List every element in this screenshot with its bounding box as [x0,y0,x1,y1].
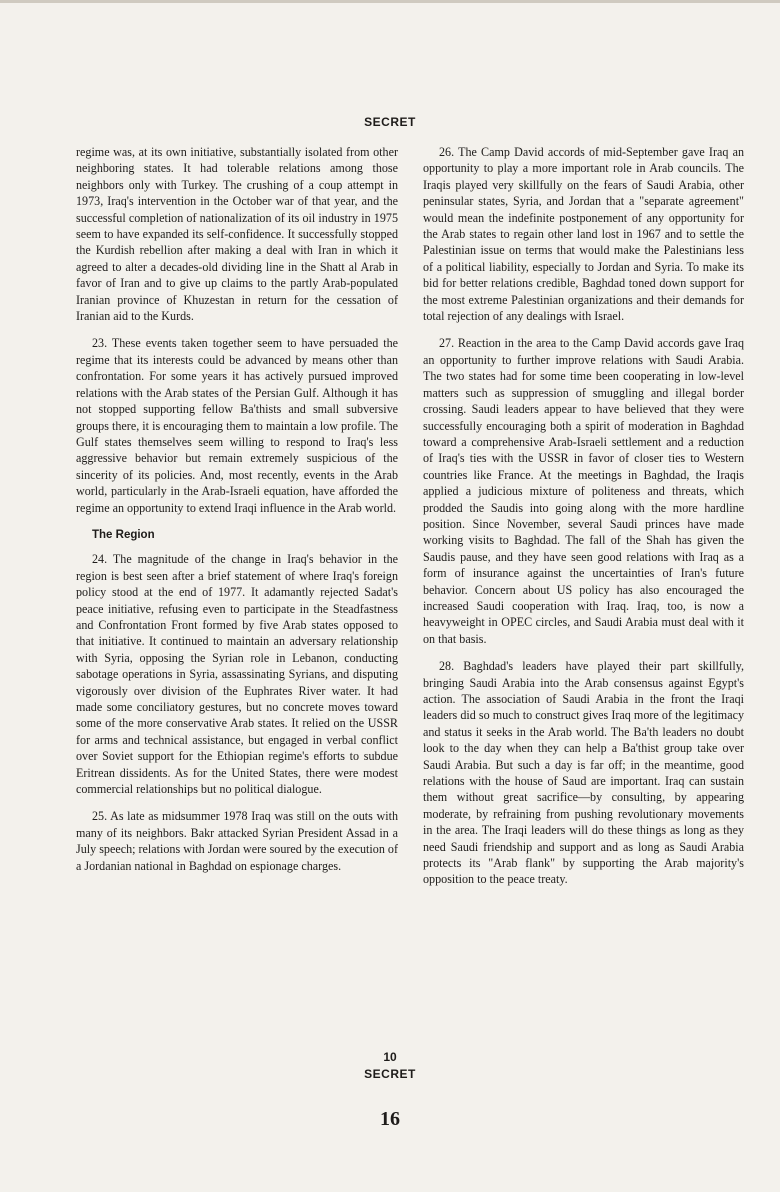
paragraph-24: 24. The magnitude of the change in Iraq's behavior in the region is best seen after a brief statement of where Iraq's foreign policy stood at the end of 1977. It adamantly rejected Sadat's peace initiative, refusing even to participate in the Steadfastness and Confrontation Front formed by five Arab states opposed to that initiative. It continued to maintain an adversary relationship with Syria, opposing the Syrian role in Lebanon, conducting sabotage operations in Syria, assassinating Syrians, and disputing vigorously over division of the Euphrates River water. It had made some conciliatory gestures, but no concrete moves toward some of the more conservative Arab states. It relied on the USSR for arms and technical assistance, but engaged in verbal conflict over Soviet support for the Ethiopian regime's efforts to subdue Eritrean dissidents. As for the United States, there were modest commercial relationships but no political dialogue. [76,552,398,797]
section-heading-the-region: The Region [92,528,155,541]
paragraph-26: 26. The Camp David accords of mid-September gave Iraq an opportunity to play a more important role in Arab councils. The Iraqis played very skillfully on the fears of Saudi Arabia, other peninsular states, Syria, and Jordan that a "separate agreement" would mean the indefinite postponement of any opportunity for the Arab states to regain other land lost in 1967 and to settle the Palestinian issue on terms that would make the Palestinians less of a political liability, especially to Jordan and Syria. To make its bid for better relations credible, Baghdad toned down support for the most extreme Palestinian organizations and their demands for total rejection of any dealings with Israel. [423,145,744,324]
paragraph-continued: regime was, at its own initiative, substantially isolated from other neighboring states. It had tolerable relations among those neighbors only with Turkey. The crushing of a coup attempt in 1973, Iraq's intervention in the October war of that year, and the successful completion of nationalization of its oil industry in 1975 seem to have expanded its self-confidence. It successfully stopped the Kurdish rebellion after making a deal with Iran in which it agreed to alter a decades-old dividing line in the Shatt al Arab in favor of Iran and to give up claims to the partly Arab-populated Iranian province of Khuzestan in return for the cessation of Iranian aid to the Kurds. [76,145,398,324]
paragraph-27: 27. Reaction in the area to the Camp David accords gave Iraq an opportunity to further improve relations with Saudi Arabia. The two states had for some time been cooperating in low-level matters such as suppression of smuggling and illegal border crossing. Saudi leaders appear to have believed that they were successfully encouraging both a spirit of moderation in Baghdad toward a comprehensive Arab-Israeli settlement and a reduction of Iraq's ties with the USSR in favor of closer ties to Western countries like France. At the meetings in Baghdad, the Iraqis applied a judicious mixture of politeness and threats, which prodded the Saudis into going along with the more hardline position. Since November, several Saudi princes have made working visits to Baghdad. The fall of the Shah has given the Saudis pause, and they have seen good relations with Iraq as a form of insurance against the uncertainties of Iran's future behavior. Concern about US policy has also encouraged the increased Saudi cooperation with Iraq. Iraq, too, is now a heavyweight in OPEC circles, and Saudi Arabia must deal with it on that basis. [423,336,744,646]
page-number: 10 [383,1050,397,1064]
paragraph-28: 28. Baghdad's leaders have played their part skillfully, bringing Saudi Arabia into the Arab consensus against Egypt's action. The association of Saudi Arabia in the front the Iraqi leaders did so much to construct gives Iraq more of the legitimacy and status it seeks in the Arab world. The Ba'th leaders no doubt look to the day when they can help a Ba'thist group take over Saudi Arabia. But such a day is far off; in the meantime, good relations with the house of Saud are important. Iraq can sustain them without great sacrifice—by consulting, by appearing moderate, by refraining from pushing revolutionary movements in the area. The Iraqi leaders will do these things as long as they need Saudi friendship and support and as long as Saudi Arabia protects its "Arab flank" by supporting the Arab majority's opposition to the peace treaty. [423,659,744,887]
right-column [423,144,744,899]
paragraph-25: 25. As late as midsummer 1978 Iraq was still on the outs with many of its neighbors. Bakr attacked Syrian President Assad in a July speech; relations with Jordan were soured by the execution of a Jordanian national in Baghdad on espionage charges. [76,809,398,873]
top-rule [0,0,780,3]
paragraph-23: 23. These events taken together seem to have persuaded the regime that its interests could be advanced by means other than confrontation. For some years it has actively pursued improved relations with the Arab states of the Persian Gulf. Although it has not stopped supporting fellow Ba'thists and small subversive groups there, it is encouraging them to maintain a low profile. The Gulf states themselves seem willing to respond to Iraq's less aggressive behavior but remain extremely suspicious of the sincerity of its policies. And, most recently, events in the Arab world, particularly in the Arab-Israeli equation, have afforded the regime an opportunity to extend Iraqi influence in the Arab world. [76,336,398,515]
header-classification: SECRET [364,115,416,129]
footer-classification: SECRET [364,1067,416,1081]
left-column [76,144,398,885]
folio-number: 16 [380,1108,400,1130]
